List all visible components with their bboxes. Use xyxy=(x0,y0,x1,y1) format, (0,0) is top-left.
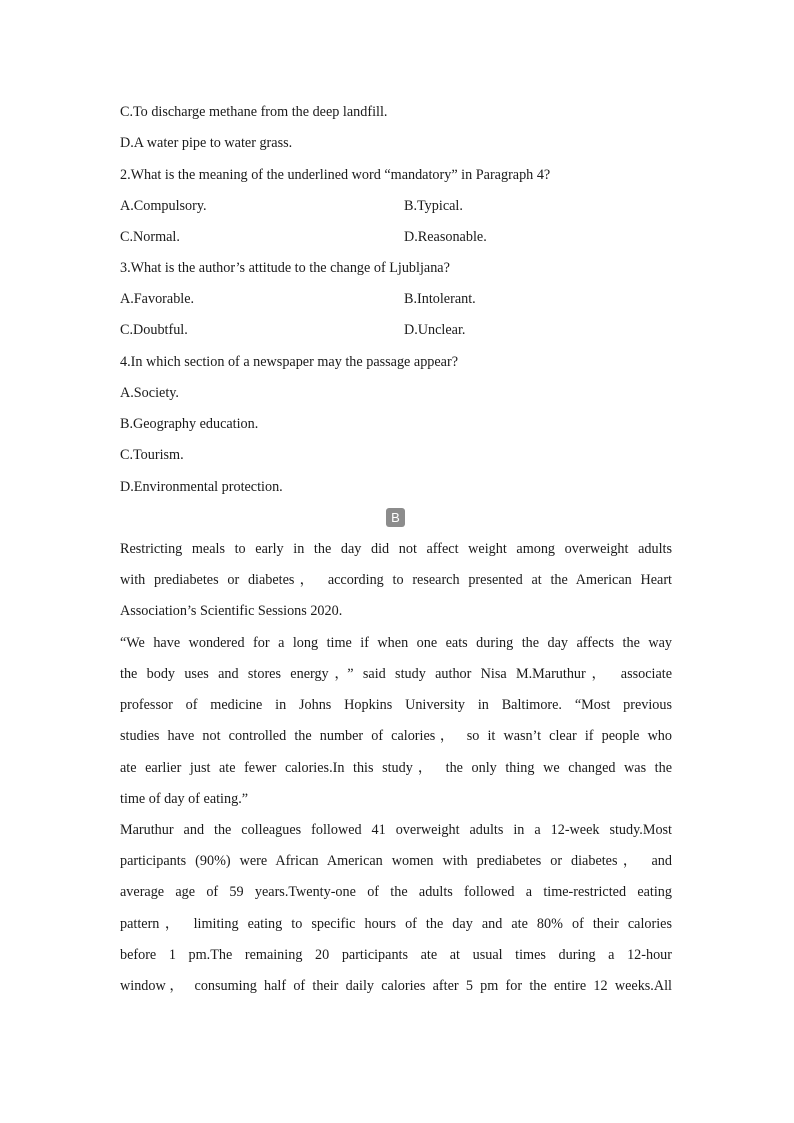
passage-line: pattern， limiting eating to specific hours of the day and ate 80% of their calories xyxy=(120,916,672,932)
passage-line: Association’s Scientific Sessions 2020. xyxy=(120,603,343,619)
q2-stem: 2.What is the meaning of the underlined word “mandatory” in Paragraph 4? xyxy=(120,167,551,183)
passage-line: participants (90%) were African American women with prediabetes or diabetes， and xyxy=(120,853,672,869)
passage-line: studies have not controlled the number of calories， so it wasn’t clear if people who xyxy=(120,728,672,744)
passage-line: window， consuming half of their daily calories after 5 pm for the entire 12 weeks.All xyxy=(120,978,672,994)
passage-line: ate earlier just ate fewer calories.In this study， the only thing we changed was the xyxy=(120,760,672,776)
passage-line: average age of 59 years.Twenty-one of the adults followed a time-restricted eating xyxy=(120,884,672,900)
q4-option-c: C.Tourism. xyxy=(120,447,184,463)
q3-option-d: D.Unclear. xyxy=(404,322,466,338)
passage-line: the body uses and stores energy，” said study author Nisa M.Maruthur， associate xyxy=(120,666,672,682)
q4-stem: 4.In which section of a newspaper may the passage appear? xyxy=(120,354,458,370)
q2-option-b: B.Typical. xyxy=(404,198,463,214)
passage-line: “We have wondered for a long time if when one eats during the day affects the way xyxy=(120,635,672,651)
section-b-badge: B xyxy=(386,508,405,527)
q2-option-c: C.Normal. xyxy=(120,229,180,245)
q4-option-a: A.Society. xyxy=(120,385,179,401)
q4-option-b: B.Geography education. xyxy=(120,416,259,432)
q3-stem: 3.What is the author’s attitude to the change of Ljubljana? xyxy=(120,260,450,276)
passage-line: Maruthur and the colleagues followed 41 overweight adults in a 12-week study.Most xyxy=(120,822,672,838)
q2-option-a: A.Compulsory. xyxy=(120,198,207,214)
passage-line: professor of medicine in Johns Hopkins University in Baltimore. “Most previous xyxy=(120,697,672,713)
passage-line: time of day of eating.” xyxy=(120,791,249,807)
passage-line: with prediabetes or diabetes， according to research presented at the American Heart xyxy=(120,572,672,588)
q3-option-a: A.Favorable. xyxy=(120,291,195,307)
passage-line: Restricting meals to early in the day did not affect weight among overweight adults xyxy=(120,541,672,557)
q3-option-b: B.Intolerant. xyxy=(404,291,476,307)
q2-option-d: D.Reasonable. xyxy=(404,229,487,245)
q3-option-c: C.Doubtful. xyxy=(120,322,188,338)
q1-option-d: D.A water pipe to water grass. xyxy=(120,135,293,151)
q1-option-c: C.To discharge methane from the deep landfill. xyxy=(120,104,388,120)
q4-option-d: D.Environmental protection. xyxy=(120,479,283,495)
passage-line: before 1 pm.The remaining 20 participants ate at usual times during a 12-hour xyxy=(120,947,672,963)
